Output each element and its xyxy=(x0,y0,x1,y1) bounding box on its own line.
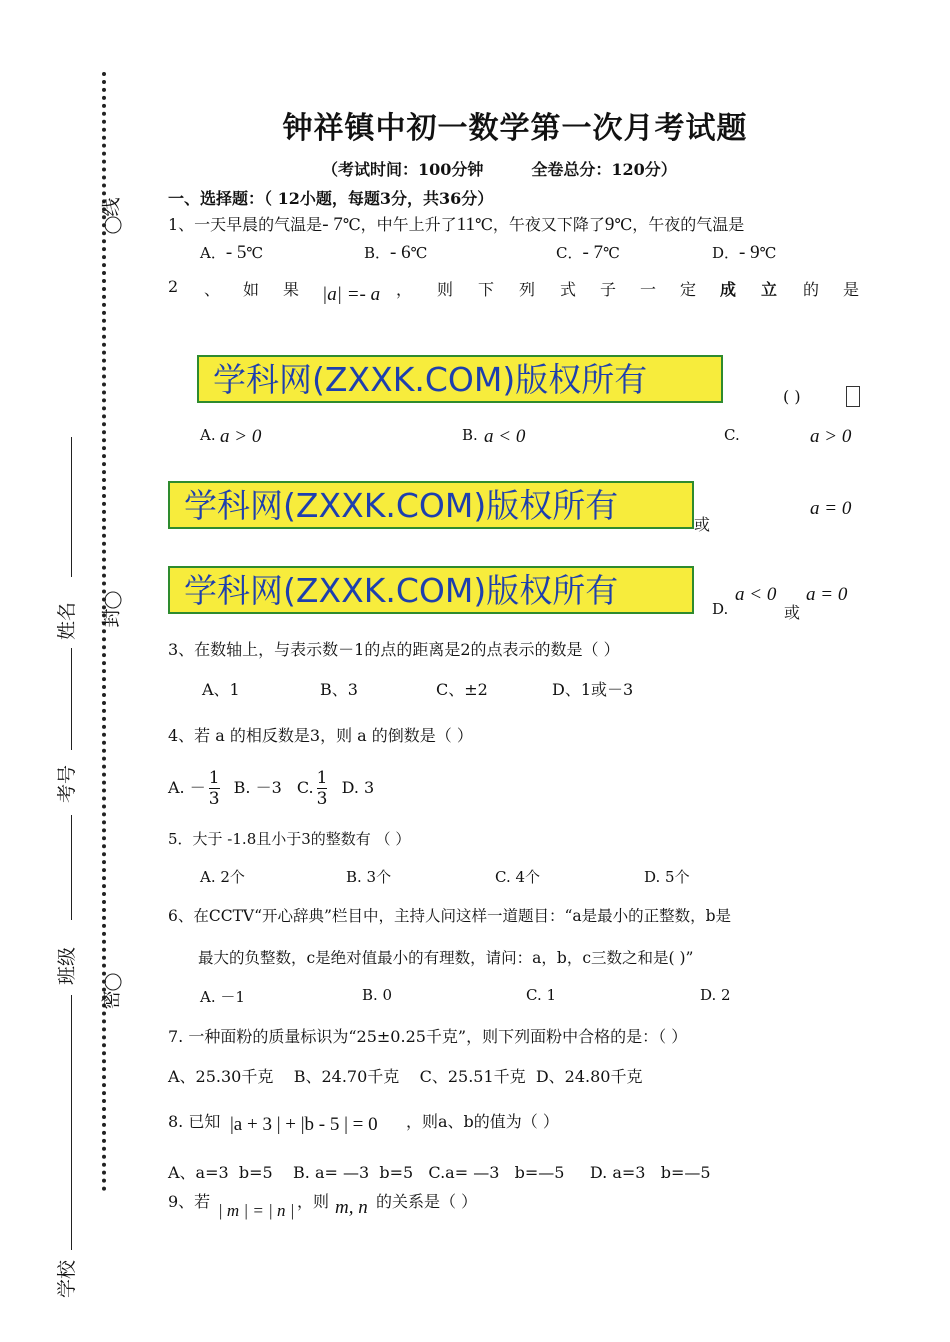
question-6-option-a[interactable]: A. －1 xyxy=(200,988,245,1006)
class-label: 班级 xyxy=(56,946,78,985)
question-1-option-c[interactable]: C．- 7℃ xyxy=(556,242,620,263)
question-9-variables: m, n xyxy=(335,1197,368,1218)
binding-line-mark: 线 xyxy=(97,197,124,233)
question-2-word: 定 xyxy=(680,280,697,299)
question-1-option-b[interactable]: B．- 6℃ xyxy=(364,242,428,263)
question-2-box-icon xyxy=(846,386,860,407)
question-4-stem: 4、若 a 的相反数是3，则 a 的倒数是（ ） xyxy=(168,726,473,745)
question-2-word: 一 xyxy=(640,280,657,299)
binding-circle-icon xyxy=(104,591,121,608)
question-5-option-a[interactable]: A. 2个 xyxy=(200,868,245,886)
question-6-stem-line-2: 最大的负整数，c是绝对值最小的有理数，请问：a，b，c三数之和是( )” xyxy=(198,949,694,967)
question-2-option-d-expr: a < 0 xyxy=(735,584,777,605)
question-5-option-b[interactable]: B. 3个 xyxy=(346,868,392,886)
question-2-word: 则 xyxy=(437,280,454,299)
question-2-word: 下 xyxy=(478,280,495,299)
binding-dotted-line xyxy=(102,72,106,1192)
question-2-option-c[interactable]: C. xyxy=(724,426,740,444)
question-6-option-c[interactable]: C. 1 xyxy=(526,986,557,1004)
question-6-stem-line-1: 6、在CCTV“开心辞典”栏目中，主持人问这样一道题目：“a是最小的正整数，b是 xyxy=(168,907,732,925)
question-7-stem: 7. 一种面粉的质量标识为“25±0.25千克”，则下列面粉中合格的是：（ ） xyxy=(168,1027,688,1046)
question-2-word: 列 xyxy=(519,280,536,299)
exam-time: （考试时间：100分钟 xyxy=(322,160,484,179)
question-8-condition: |a + 3 | + |b - 5 | = 0 xyxy=(230,1114,378,1135)
question-3-stem: 3、在数轴上，与表示数－1的点的距离是2的点表示的数是（ ） xyxy=(168,640,620,659)
question-4-option-d[interactable]: D. 3 xyxy=(341,778,375,797)
question-4-options xyxy=(168,768,374,809)
class-underline xyxy=(71,995,72,1250)
watermark-banner: 学科网(ZXXK.COM)版权所有 xyxy=(168,481,694,529)
question-2-option-c-expr-2: a = 0 xyxy=(810,498,852,519)
question-2-comma: ， xyxy=(396,280,413,299)
question-2-sep: 、 xyxy=(204,280,221,299)
question-2-condition: |a| =- a xyxy=(322,284,381,305)
question-4-option-c[interactable]: C. $\frac{1}{3}$ xyxy=(296,768,328,809)
binding-seal-mark: 封 xyxy=(97,591,124,627)
question-2-option-b[interactable]: B. xyxy=(462,426,478,444)
page-title: 钟祥镇中初一数学第一次月考试题 xyxy=(282,111,748,146)
question-2-word: 如 xyxy=(243,280,260,299)
question-8-options[interactable]: A、a=3 b=5 B. a= —3 b=5 C.a= —3 b=—5 D. a=3 b=—5 xyxy=(168,1163,711,1182)
question-2-word: 果 xyxy=(283,280,300,299)
question-1-option-a[interactable]: A．- 5℃ xyxy=(200,242,264,263)
section-heading: 一、选择题：（ 12小题，每题3分，共36分） xyxy=(168,189,494,208)
question-2-option-a-expr: a > 0 xyxy=(220,426,262,447)
question-3-option-b[interactable]: B、3 xyxy=(320,680,358,699)
question-1-stem: 1、一天早晨的气温是- 7℃，中午上升了11℃，午夜又下降了9℃，午夜的气温是 xyxy=(168,214,745,235)
question-9-mid: ，则 xyxy=(297,1192,330,1211)
question-3-option-c[interactable]: C、±2 xyxy=(436,680,488,699)
question-4-option-b[interactable]: B. －3 xyxy=(233,778,282,797)
fraction: $\frac{1}{3}$ xyxy=(316,768,328,809)
exam-subtitle xyxy=(322,157,725,180)
question-5-stem: 5．大于 -1.8且小于3的整数有 （ ） xyxy=(168,830,411,848)
question-2-option-b-expr: a < 0 xyxy=(484,426,526,447)
question-2-or-label: 或 xyxy=(694,515,711,534)
question-2-option-c-expr: a > 0 xyxy=(810,426,852,447)
question-2-word: 子 xyxy=(600,280,617,299)
watermark-banner: 学科网(ZXXK.COM)版权所有 xyxy=(197,355,723,403)
exam-no-underline-2 xyxy=(71,815,72,920)
question-2-answer-bracket: ( ) xyxy=(783,387,801,406)
question-2-option-a[interactable]: A. xyxy=(200,426,216,444)
question-2-word: 是 xyxy=(843,280,860,299)
question-3-option-a[interactable]: A、1 xyxy=(202,680,240,699)
question-2-number: 2 xyxy=(168,277,179,296)
exam-no-underline xyxy=(71,648,72,750)
question-2-word: 立 xyxy=(761,280,778,299)
question-8-suffix: ，则a、b的值为（ ） xyxy=(406,1112,559,1131)
school-label: 学校 xyxy=(56,1259,78,1298)
fraction: $\frac{1}{3}$ xyxy=(208,768,220,809)
question-3-option-d[interactable]: D、1或－3 xyxy=(552,680,634,699)
binding-secret-mark: 密 xyxy=(97,973,124,1009)
exam-no-label: 考号 xyxy=(56,764,78,803)
question-4-option-a[interactable]: A. － $\frac{1}{3}$ xyxy=(168,768,220,809)
binding-circle-icon xyxy=(104,217,121,234)
question-7-options[interactable]: A、25.30千克 B、24.70千克 C、25.51千克 D、24.80千克 xyxy=(168,1067,643,1086)
watermark-banner: 学科网(ZXXK.COM)版权所有 xyxy=(168,566,694,614)
question-9-suffix: 的关系是（ ） xyxy=(376,1192,478,1211)
question-9-prefix: 9、若 xyxy=(168,1192,211,1211)
exam-total: 全卷总分：120分） xyxy=(531,160,677,179)
question-6-option-b[interactable]: B. 0 xyxy=(362,986,393,1004)
question-2-word: 的 xyxy=(803,280,820,299)
question-9-condition: | m | = | n | xyxy=(218,1201,295,1220)
question-5-option-d[interactable]: D. 5个 xyxy=(644,868,690,886)
question-2-option-d-expr-2: a = 0 xyxy=(806,584,848,605)
question-5-option-c[interactable]: C. 4个 xyxy=(495,868,541,886)
binding-circle-icon xyxy=(104,973,121,990)
question-2-option-d[interactable]: D. xyxy=(712,600,729,618)
question-8-prefix: 8. 已知 xyxy=(168,1112,221,1131)
name-underline xyxy=(71,437,72,577)
question-2-or-label: 或 xyxy=(784,603,801,622)
question-2-word: 成 xyxy=(720,280,737,299)
question-6-option-d[interactable]: D. 2 xyxy=(700,986,731,1004)
name-label: 姓名 xyxy=(56,601,78,640)
question-1-option-d[interactable]: D．- 9℃ xyxy=(712,242,777,263)
question-2-word: 式 xyxy=(560,280,577,299)
